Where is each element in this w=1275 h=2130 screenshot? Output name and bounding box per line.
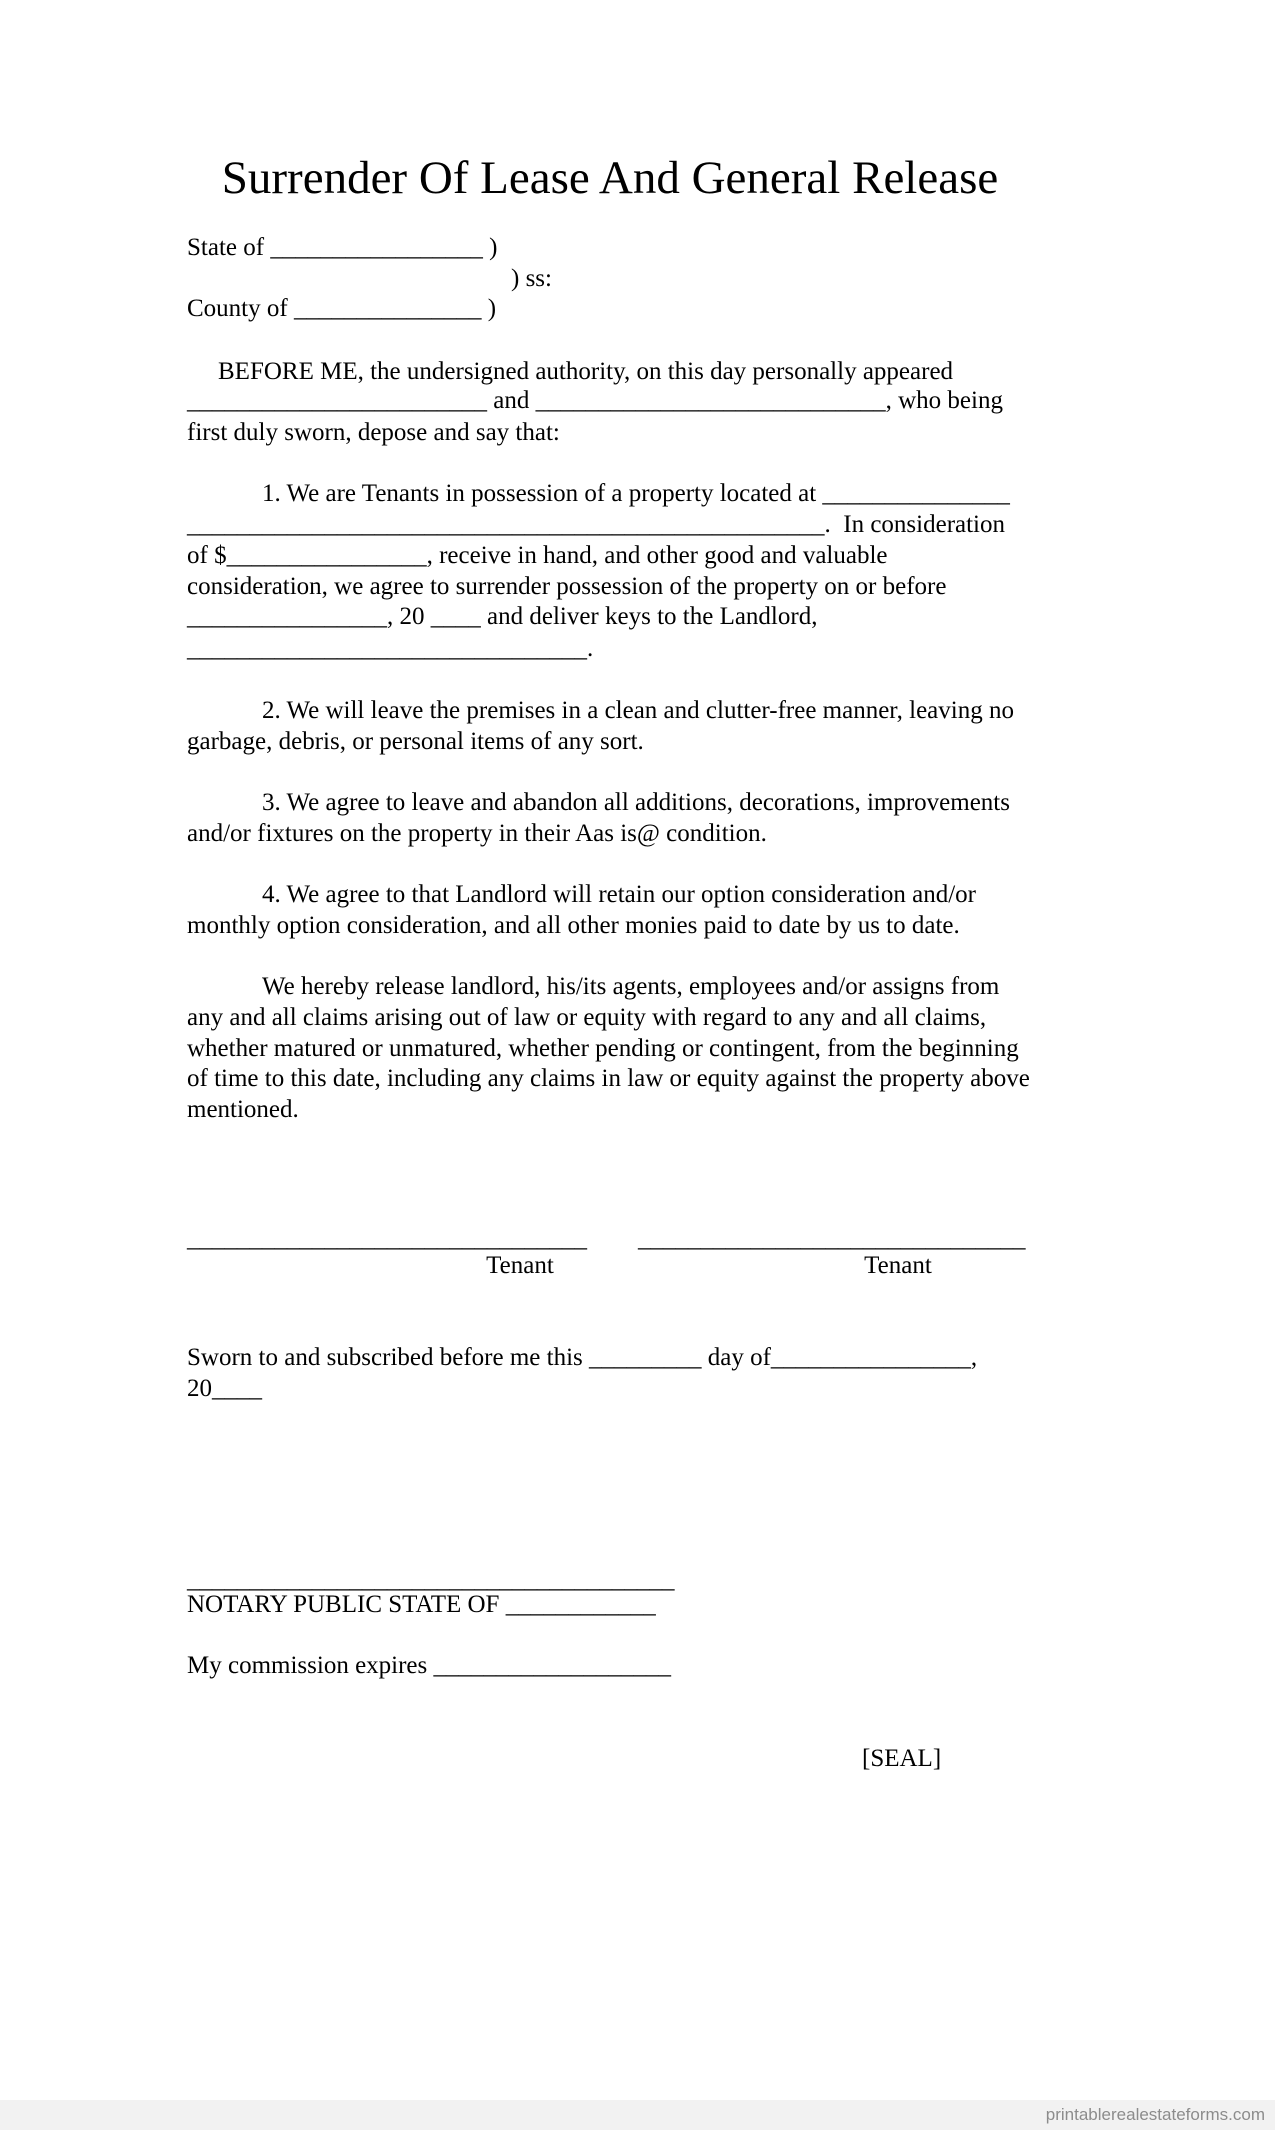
commission-expires-line: My commission expires ___________________: [187, 1652, 672, 1679]
clause-4-line-1: 4. We agree to that Landlord will retain our option consideration and/or: [262, 881, 976, 908]
clause-1-line-3: of $________________, receive in hand, and other good and valuable: [187, 542, 888, 569]
clause-2-line-2: garbage, debris, or personal items of any sort.: [187, 728, 644, 755]
clause-2-line-1: 2. We will leave the premises in a clean and clutter-free manner, leaving no: [262, 697, 1014, 724]
document-title: Surrender Of Lease And General Release: [221, 152, 999, 204]
clause-1-line-6: ________________________________.: [187, 635, 594, 662]
footer-site-text: printablerealestateforms.com: [1045, 2105, 1265, 2124]
clause-1-line-5: ________________, 20 ____ and deliver keys to the Landlord,: [187, 603, 818, 630]
release-line-3: whether matured or unmatured, whether pending or contingent, from the beginning: [187, 1035, 1019, 1062]
clause-1-line-1: 1. We are Tenants in possession of a property located at _______________: [262, 480, 1010, 507]
clause-4-line-2: monthly option consideration, and all other monies paid to date by us to date.: [187, 912, 960, 939]
release-line-4: of time to this date, including any claims in law or equity against the property above: [187, 1065, 1030, 1092]
tenant-signature-line-right: _______________________________: [638, 1225, 1026, 1252]
seal-label: [SEAL]: [862, 1745, 942, 1772]
clause-3-line-1: 3. We agree to leave and abandon all additions, decorations, improvements: [262, 789, 1010, 816]
intro-line-1: BEFORE ME, the undersigned authority, on this day personally appeared: [218, 358, 954, 385]
clause-1-line-2: ___________________________________________________. In consideration: [187, 511, 1006, 538]
sworn-line-1: Sworn to and subscribed before me this _________ day of________________,: [187, 1344, 978, 1371]
release-line-5: mentioned.: [187, 1096, 299, 1123]
release-line-2: any and all claims arising out of law or equity with regard to any and all claims,: [187, 1004, 987, 1031]
release-line-1: We hereby release landlord, his/its agents, employees and/or assigns from: [262, 973, 1000, 1000]
notary-public-state-line: NOTARY PUBLIC STATE OF ____________: [187, 1591, 656, 1618]
clause-1-line-4: consideration, we agree to surrender possession of the property on or before: [187, 573, 947, 600]
ss-line: ) ss:: [511, 265, 552, 292]
clause-3-line-2: and/or fixtures on the property in their Aas is@ condition.: [187, 820, 767, 847]
notary-signature-line: _______________________________________: [187, 1566, 675, 1593]
tenant-label-left: Tenant: [486, 1252, 554, 1279]
state-of-line: State of _________________ ): [187, 234, 498, 261]
tenant-signature-line-left: ________________________________: [187, 1225, 587, 1252]
tenant-label-right: Tenant: [864, 1252, 932, 1279]
county-of-line: County of _______________ ): [187, 295, 497, 322]
sworn-line-2: 20____: [187, 1375, 262, 1402]
intro-line-3: first duly sworn, depose and say that:: [187, 419, 560, 446]
intro-line-2: ________________________ and ____________________________, who being: [187, 387, 1003, 414]
